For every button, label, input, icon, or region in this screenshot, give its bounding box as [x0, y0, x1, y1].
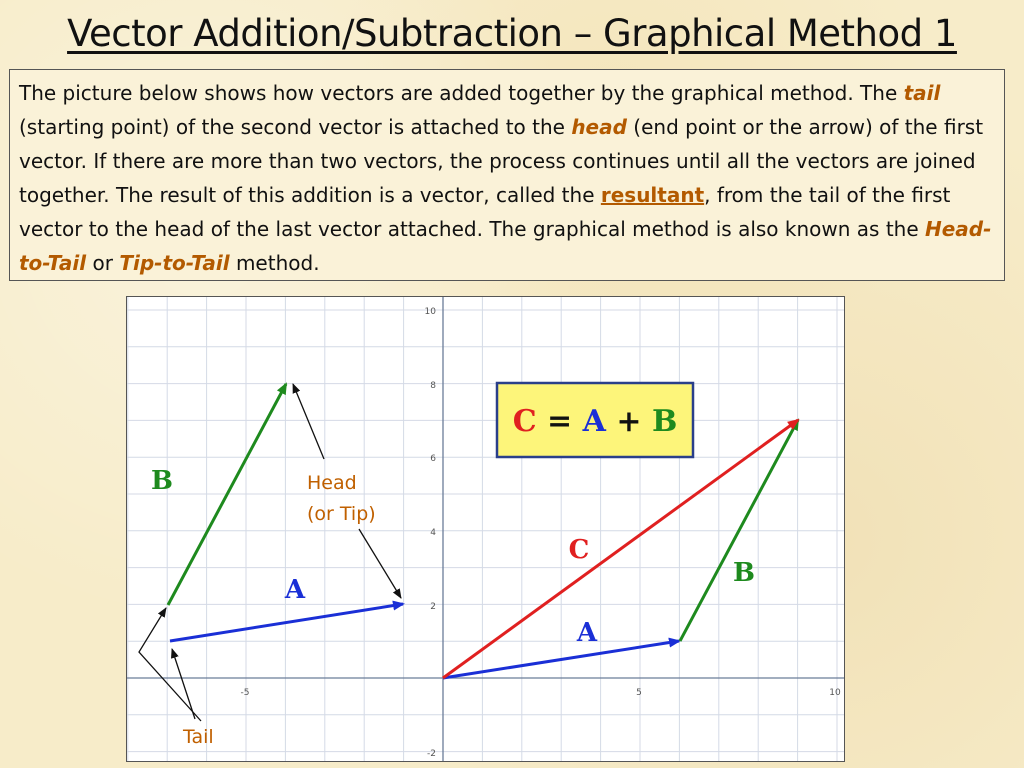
equation-equals: =: [547, 404, 573, 439]
tail-label: Tail: [183, 726, 214, 748]
vector-graph: [126, 296, 845, 762]
grid-lines: [127, 297, 845, 762]
head-pointer: [293, 384, 324, 459]
intro-text-5: or: [86, 251, 120, 275]
equation-a: A: [582, 404, 606, 439]
y-tick-label: 10: [424, 307, 436, 317]
y-tick-label: 6: [430, 454, 436, 464]
label-c-right: C: [568, 535, 590, 565]
label-a-right: A: [576, 618, 598, 648]
tail-pointer: [172, 649, 195, 719]
vector-c-resultant: [443, 420, 798, 678]
label-a-left: A: [284, 575, 306, 605]
term-head: head: [571, 115, 627, 139]
y-tick-label: 4: [430, 528, 436, 538]
term-tail: tail: [903, 81, 941, 105]
intro-text-box: [9, 69, 1005, 281]
x-tick-label: 5: [636, 688, 642, 698]
head-pointer: [359, 529, 401, 598]
term-head-to-tail: Head-to-Tail: [19, 217, 992, 275]
equation-plus: +: [616, 404, 642, 439]
head-label-line1: Head: [307, 472, 357, 494]
intro-text-3: (end point or the arrow) of the first vector. If there are more than two vectors, the process continues until all the vectors are joined together. The result of this addition is a vector, called the: [19, 115, 984, 207]
equation-b: B: [651, 404, 678, 439]
intro-text-4: , from the tail of the first vector to the head of the last vector attached. The graphical method is also known as the: [19, 183, 951, 241]
y-tick-label: -2: [427, 749, 436, 759]
y-tick-label: 8: [430, 381, 436, 391]
intro-text-6: method.: [229, 251, 320, 275]
slide-title: Vector Addition/Subtraction – Graphical Method 1: [67, 12, 957, 55]
intro-text-2: (starting point) of the second vector is attached to the: [19, 115, 572, 139]
equation-c: C: [512, 404, 537, 439]
term-tip-to-tail: Tip-to-Tail: [119, 251, 230, 275]
svg-text:C = A: [513, 404, 678, 439]
y-tick-label: 2: [430, 602, 436, 612]
graph-canvas: [127, 297, 845, 762]
tail-pointer: [139, 608, 201, 721]
term-resultant: resultant: [600, 183, 705, 207]
head-label-line2: (or Tip): [307, 503, 376, 525]
label-b-right: B: [733, 558, 755, 588]
label-b-left: B: [151, 466, 173, 496]
intro-text-1: The picture below shows how vectors are added together by the graphical method. The: [19, 81, 904, 105]
x-tick-label: -5: [240, 688, 250, 698]
vector-a-left: [170, 604, 403, 641]
equation-box: [497, 383, 693, 457]
x-tick-label: 10: [829, 688, 841, 698]
